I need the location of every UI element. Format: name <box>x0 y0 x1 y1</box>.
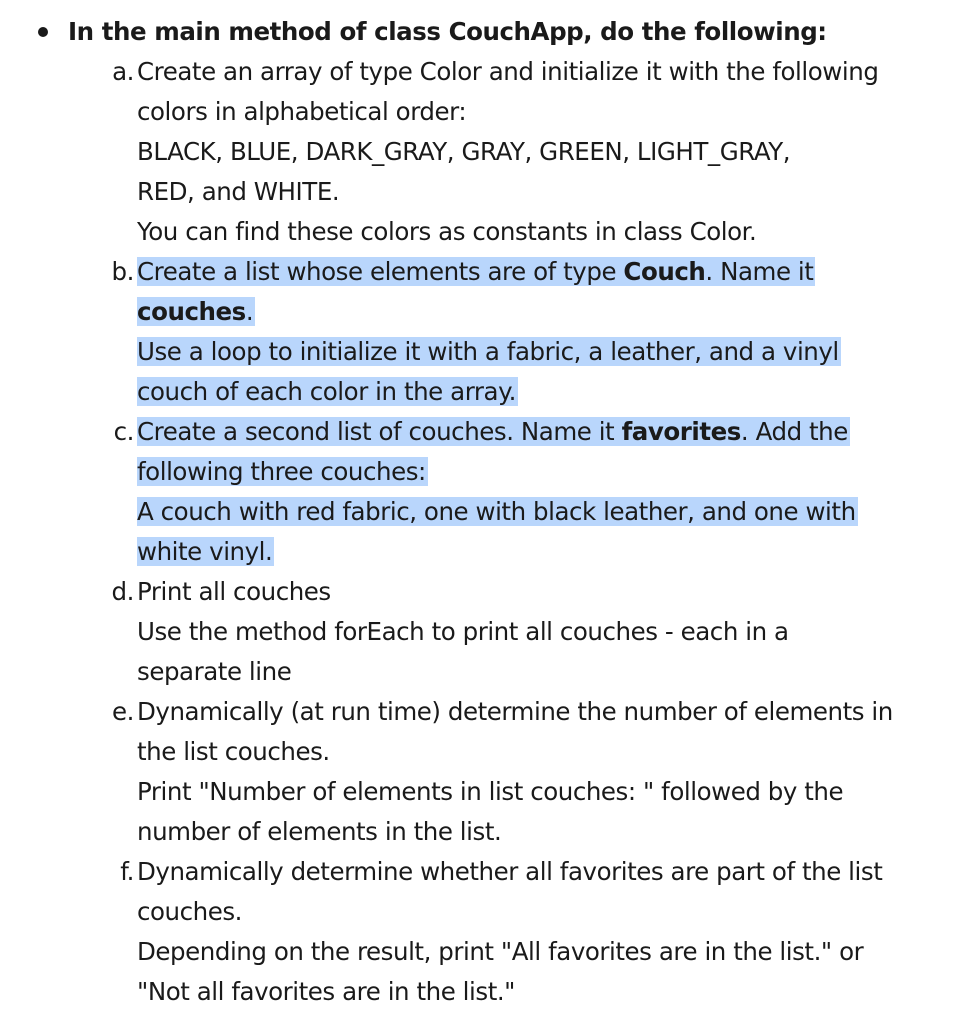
item-line: Print all couches <box>137 577 331 606</box>
bold-term: couches <box>137 297 246 326</box>
item-line: Use the method forEach to print all couches - each in a <box>137 617 789 646</box>
selected-text-line: Create a list whose elements are of type Couch. Name it <box>137 257 814 286</box>
item-line: Dynamically determine whether all favorites are part of the list <box>137 857 883 886</box>
item-marker: b. <box>111 257 134 286</box>
item-line: Depending on the result, print "All favorites are in the list." or <box>137 937 864 966</box>
item-line: You can find these colors as constants in class Color. <box>137 217 757 246</box>
item-marker: e. <box>112 697 134 726</box>
item-line: couches. <box>137 897 243 926</box>
item-marker: c. <box>113 417 134 446</box>
selected-text-line: following three couches: <box>137 457 426 486</box>
item-marker: d. <box>111 577 134 606</box>
item-line: BLACK, BLUE, DARK_GRAY, GRAY, GREEN, LIGHT_GRAY, <box>137 137 791 166</box>
item-line: colors in alphabetical order: <box>137 97 467 126</box>
bullet-icon <box>38 27 48 37</box>
bold-term: Couch <box>623 257 706 286</box>
item-line: number of elements in the list. <box>137 817 502 846</box>
section-heading: In the main method of class CouchApp, do the following: <box>68 17 827 46</box>
item-line: "Not all favorites are in the list." <box>137 977 516 1006</box>
selected-text-line: Use a loop to initialize it with a fabric, a leather, and a vinyl <box>137 337 839 366</box>
item-line: RED, and WHITE. <box>137 177 340 206</box>
selected-text-line: white vinyl. <box>137 537 273 566</box>
selected-text-line: couch of each color in the array. <box>137 377 516 406</box>
selected-text-line: couches. <box>137 297 254 326</box>
item-line: Print "Number of elements in list couches: " followed by the <box>137 777 844 806</box>
selected-text-line: A couch with red fabric, one with black leather, and one with <box>137 497 856 526</box>
selected-text-line: Create a second list of couches. Name it favorites. Add the <box>137 417 848 446</box>
bold-term: favorites <box>621 417 741 446</box>
item-marker: a. <box>112 57 134 86</box>
item-line: separate line <box>137 657 292 686</box>
item-line: Dynamically (at run time) determine the number of elements in <box>137 697 893 726</box>
item-line: the list couches. <box>137 737 330 766</box>
item-marker: f. <box>120 857 134 886</box>
item-line: Create an array of type Color and initialize it with the following <box>137 57 879 86</box>
